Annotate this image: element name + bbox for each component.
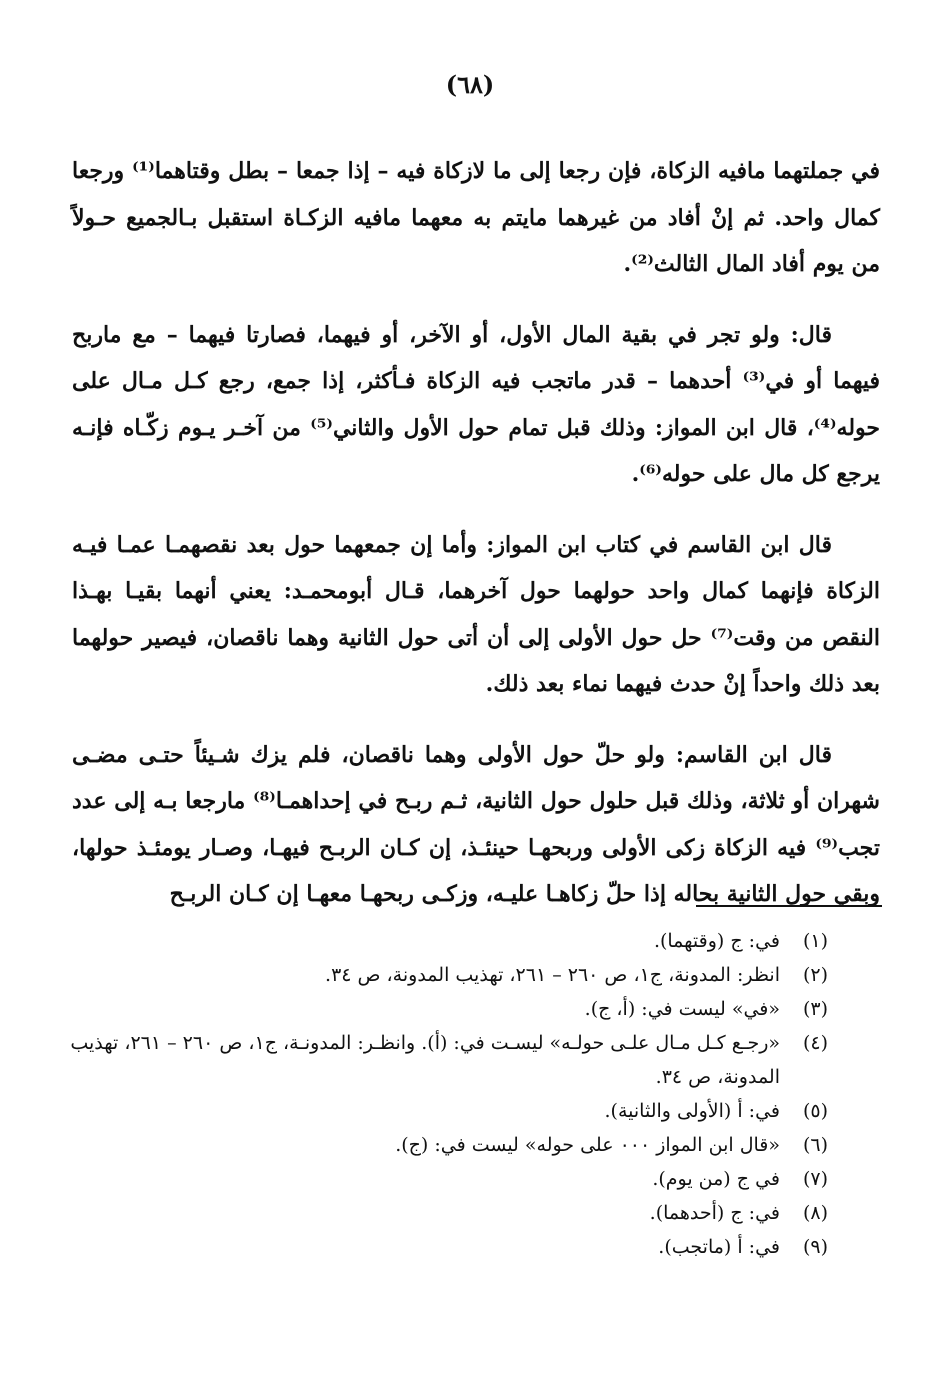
footnote-text: في ج (من يوم). (652, 1168, 780, 1190)
footnote-text: انظر: المدونة، ج١، ص ٢٦٠ – ٢٦١، تهذيب المدونة، ص ٣٤. (325, 964, 780, 986)
footnote-number: (٢) (802, 964, 828, 986)
footnotes (58, 924, 828, 1264)
footnote (58, 1128, 828, 1162)
footnote (58, 1230, 828, 1264)
footnote-number: (٩) (802, 1236, 828, 1258)
footnote-text: في: ج (أحدهما). (649, 1202, 780, 1224)
footnote (58, 958, 828, 992)
footnote-text: «رجـع كـل مـال علـى حولـه» ليسـت في: (أ). وانظـر: المدونـة، ج١، ص ٢٦٠ – ٢٦١، تهذيب المدونة، ص ٣٤. (70, 1032, 780, 1088)
footnote-text: في: أ (ماتجب). (658, 1236, 780, 1258)
page-number: (٦٨) (445, 70, 495, 99)
footnote-number: (٦) (802, 1134, 828, 1156)
body-text (72, 148, 880, 918)
paragraph: قال: ولو تجر في بقية المال الأول، أو الآخر، أو فيهما، فصارتا فيهما – مع ماربح فيهما أو في⁽³⁾ أحدهما – قدر ماتجب فيه الزكاة فـأكثر، إذا جمع، رجع كـل مـال على حوله⁽⁴⁾، قال ابن المواز: وذلك قبل تمام حول الأول والثاني⁽⁵⁾ من آخـر يـوم زكّـاه فإنـه يرجع كل مال على حوله⁽⁶⁾. (72, 321, 881, 487)
footnote-number: (٣) (802, 998, 828, 1020)
paragraph: في جملتهما مافيه الزكاة، فإن رجعا إلى ما لازكاة فيه – إذا جمعا – بطل وقتاهما⁽¹⁾ ورجعا كمال واحد. ثم إنْ أفاد من غيرهما مايتم به معهما مافيه الزكـاة استقبل بـالجميع حـولاً من يوم أفاد المال الثالث⁽²⁾. (72, 158, 880, 277)
footnote-text: «في» ليست في: (أ، ج). (584, 998, 780, 1020)
footnote-number: (٧) (802, 1168, 828, 1190)
paragraph: قال ابن القاسم: ولو حلّ حول الأولى وهما ناقصان، فلم يزك شـيئاً حتـى مضـى شهران أو ثلاثة، وذلك قبل حلول حول الثانية، ثـم ربـح في إحداهمـا⁽⁸⁾ مارجعا بـه إلى عدد تجب⁽⁹⁾ فيه الزكاة زكى الأولى وربحهـا حينئـذ، إن كـان الربـح فيهـا، وصـار يومئـذ حولها، وبقي حول الثانية بحاله إذا حلّ زكاهـا عليـه، وزكـى ربحهـا معهـا إن كـان الربـح (72, 741, 880, 907)
footnote-number: (١) (802, 930, 828, 952)
paragraph: قال ابن القاسم في كتاب ابن المواز: وأما إن جمعهما حول بعد نقصهمـا عمـا فيـه الزكاة فإنهما كمال واحد حولهما حول آخرهما، قـال أبومحمـد: يعني أنهما بقيـا بهـذا النقص من وقت⁽⁷⁾ حل حول الأولى إلى أن أتى حول الثانية وهما ناقصان، فيصير حولهما بعد ذلك واحداً إنْ حدث فيهما نماء بعد ذلك. (72, 531, 880, 697)
footnote-separator (696, 905, 882, 907)
footnote (58, 1162, 828, 1196)
footnote (58, 1026, 828, 1094)
footnote-number: (٨) (802, 1202, 828, 1224)
footnote-text: في: أ (الأولى والثانية). (604, 1100, 780, 1122)
footnote-text: في: ج (وقتهما). (653, 930, 780, 952)
footnote (58, 924, 828, 958)
footnote-number: (٥) (802, 1100, 828, 1122)
footnote (58, 1094, 828, 1128)
footnote-number: (٤) (802, 1032, 828, 1054)
footnote-text: «قال ابن المواز ٠٠٠ على حوله» ليست في: (ج). (395, 1134, 780, 1156)
footnote (58, 1196, 828, 1230)
footnote (58, 992, 828, 1026)
